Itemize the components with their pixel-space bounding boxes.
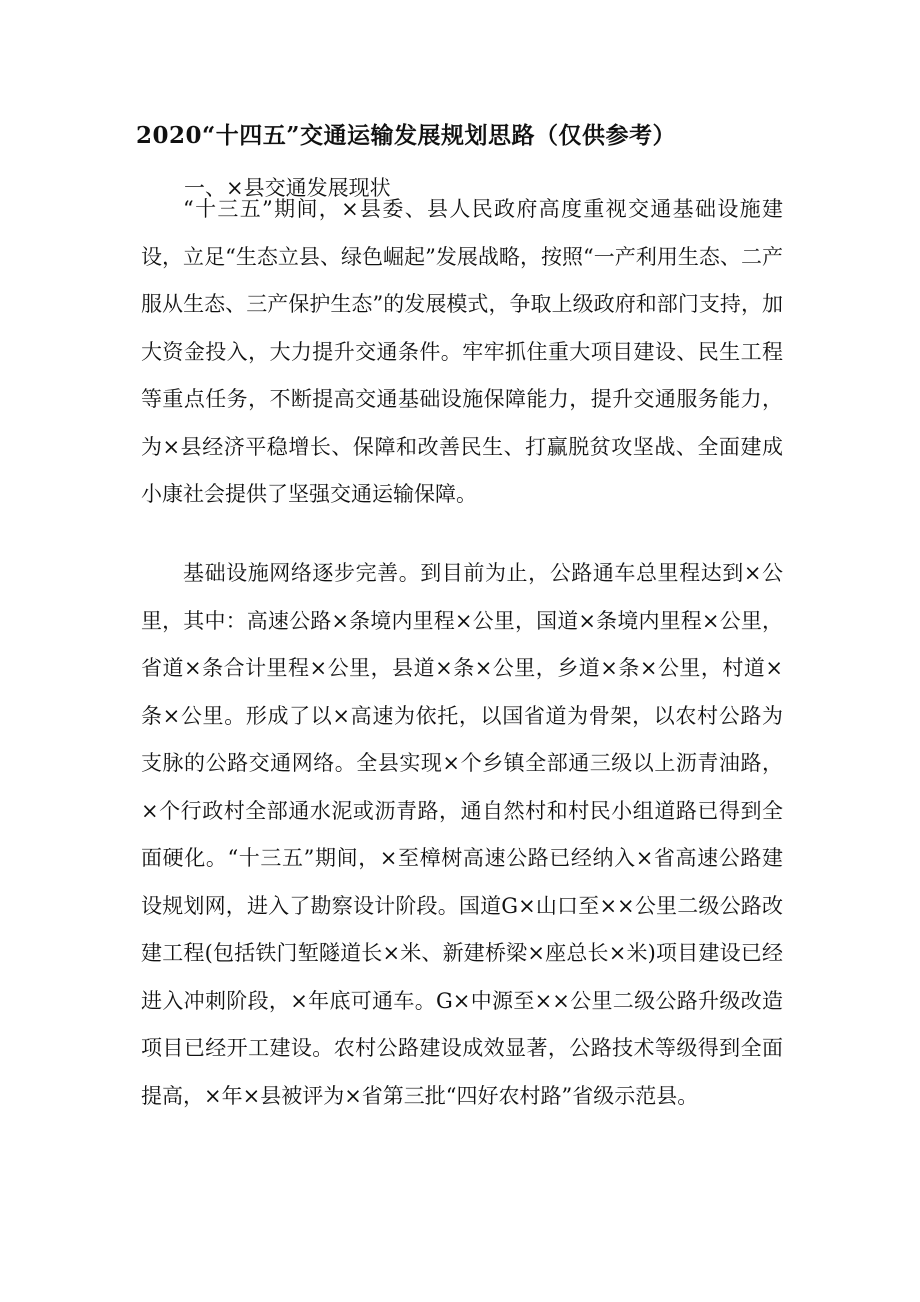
paragraph-infrastructure: 基础设施网络逐步完善。到目前为止，公路通车总里程达到×公里，其中：高速公路×条境内里程×公里，国道×条境内里程×公里，省道×条合计里程×公里，县道×条×公里，乡道×条×公里，村道×条×公里。形成了以×高速为依托，以国省道为骨架，以农村公路为支脉的公路交通网络。全县实现×个乡镇全部通三级以上沥青油路，×个行政村全部通水泥或沥青路，通自然村和村民小组道路已得到全面硬化。“十三五”期间，×至樟树高速公路已经纳入×省高速公路建设规划网，进入了勘察设计阶段。国道G×山口至××公里二级公路改建工程(包括铁门堑隧道长×米、新建桥梁×座总长×米)项目建设已经进入冲刺阶段，×年底可通车。G×中源至××公里二级公路升级改造项目已经开工建设。农村公路建设成效显著，公路技术等级得到全面提高，×年×县被评为×省第三批“四好农村路”省级示范县。 [141,561,783,1108]
section-heading: 一、×县交通发展现状 [184,176,391,200]
paragraph-overview: “十三五”期间，×县委、县人民政府高度重视交通基础设施建设，立足“生态立县、绿色崛起”发展战略，按照“一产利用生态、二产服从生态、三产保护生态”的发展模式，争取上级政府和部门支持，加大资金投入，大力提升交通条件。牢牢抓住重大项目建设、民生工程等重点任务，不断提高交通基础设施保障能力，提升交通服务能力，为×县经济平稳增长、保障和改善民生、打赢脱贫攻坚战、全面建成小康社会提供了坚强交通运输保障。 [141,197,783,506]
document-title: 2020“十四五”交通运输发展规划思路（仅供参考） [136,122,676,149]
